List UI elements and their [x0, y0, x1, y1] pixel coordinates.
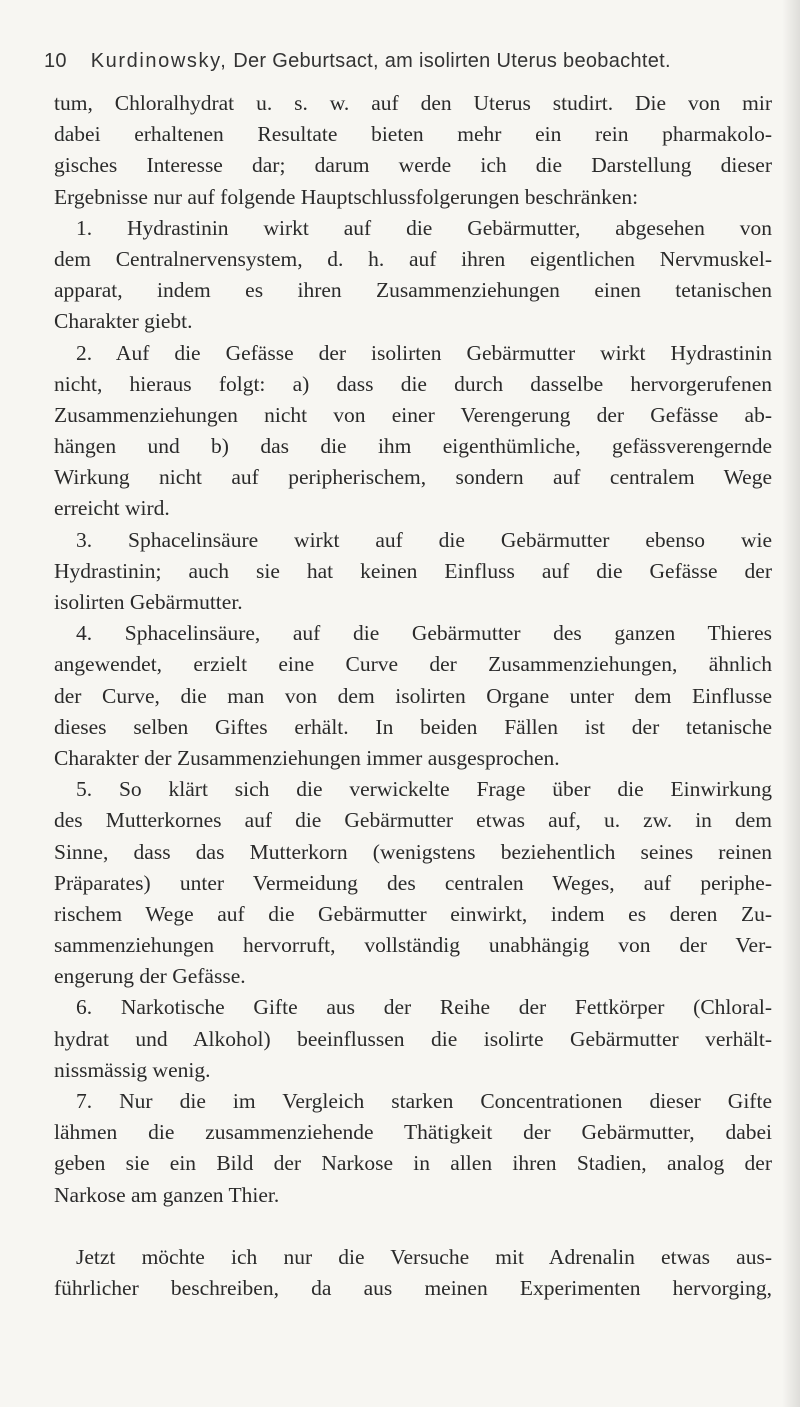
text-line: angewendet, erzielt eine Curve der Zusammenziehungen, ähnlich [54, 652, 772, 677]
header-title: Der Geburtsact, am isolirten Uterus beobachtet. [233, 50, 671, 72]
text-line: Jetzt möchte ich nur die Versuche mit Adrenalin etwas aus- [76, 1244, 772, 1269]
text-line: führlicher beschreiben, da aus meinen Experimenten hervorging, [54, 1276, 772, 1301]
text-line: Ergebnisse nur auf folgende Hauptschlussfolgerungen beschränken: [54, 184, 639, 209]
text-line: dieses selben Giftes erhält. In beiden Fällen ist der tetanische [54, 714, 772, 739]
text-line: tum, Chloralhydrat u. s. w. auf den Uterus studirt. Die von mir [54, 91, 772, 115]
text-line: gisches Interesse dar; darum werde ich die Darstellung dieser [54, 153, 772, 178]
text-line: des Mutterkornes auf die Gebärmutter etwas auf, u. zw. in dem [54, 808, 772, 833]
text-line: hydrat und Alkohol) beeinflussen die isolirte Gebärmutter verhält- [54, 1026, 772, 1051]
text-line: der Curve, die man von dem isolirten Organe unter dem Einflusse [54, 683, 772, 708]
text-line: Wirkung nicht auf peripherischem, sondern auf centralem Wege [54, 465, 772, 490]
text-line: Narkose am ganzen Thier. [54, 1182, 280, 1207]
text-line: erreicht wird. [54, 496, 170, 521]
page-number: 10 [44, 50, 67, 72]
text-line: Sinne, dass das Mutterkorn (wenigstens beziehentlich seines reinen [54, 839, 772, 864]
text-line: 1. Hydrastinin wirkt auf die Gebärmutter, abgesehen von [76, 215, 772, 240]
header-author: Kurdinowsky, [90, 50, 228, 72]
page-edge-shadow [782, 0, 800, 1407]
text-line: 6. Narkotische Gifte aus der Reihe der Fettkörper (Chloral- [76, 995, 772, 1020]
text-line: Hydrastinin; auch sie hat keinen Einfluss auf die Gefässe der [54, 558, 772, 583]
text-line: dabei erhaltenen Resultate bieten mehr ein rein pharmakolo- [54, 122, 772, 147]
text-line: Zusammenziehungen nicht von einer Verengerung der Gefässe ab- [54, 402, 772, 427]
text-line: geben sie ein Bild der Narkose in allen ihren Stadien, analog der [54, 1151, 772, 1176]
text-line: lähmen die zusammenziehende Thätigkeit der Gebärmutter, dabei [54, 1120, 772, 1145]
text-line: 4. Sphacelinsäure, auf die Gebärmutter des ganzen Thieres [76, 621, 772, 646]
text-line: Präparates) unter Vermeidung des centralen Weges, auf periphe- [54, 870, 772, 895]
text-line: hängen und b) das die ihm eigenthümliche, gefässverengernde [54, 434, 772, 459]
text-line: Charakter giebt. [54, 309, 193, 334]
running-header [44, 50, 774, 73]
body-text [54, 88, 772, 1304]
text-line: engerung der Gefässe. [54, 964, 246, 989]
text-line: 3. Sphacelinsäure wirkt auf die Gebärmutter ebenso wie [76, 527, 772, 552]
text-line: apparat, indem es ihren Zusammenziehungen einen tetanischen [54, 278, 772, 303]
text-line: dem Centralnervensystem, d. h. auf ihren eigentlichen Nervmuskel- [54, 246, 772, 271]
text-line: 5. So klärt sich die verwickelte Frage über die Einwirkung [76, 777, 772, 802]
paragraph-gap [54, 1211, 772, 1242]
text-line: sammenziehungen hervorruft, vollständig unabhängig von der Ver- [54, 933, 772, 958]
text-line: isolirten Gebärmutter. [54, 590, 243, 614]
text-line: nissmässig wenig. [54, 1057, 211, 1082]
text-line: 2. Auf die Gefässe der isolirten Gebärmutter wirkt Hydrastinin [76, 340, 772, 365]
text-line: rischem Wege auf die Gebärmutter einwirkt, indem es deren Zu- [54, 901, 772, 926]
text-line: Charakter der Zusammenziehungen immer ausgesprochen. [54, 745, 560, 770]
text-line: 7. Nur die im Vergleich starken Concentrationen dieser Gifte [76, 1089, 772, 1113]
text-line: nicht, hieraus folgt: a) dass die durch dasselbe hervorgerufenen [54, 371, 772, 396]
